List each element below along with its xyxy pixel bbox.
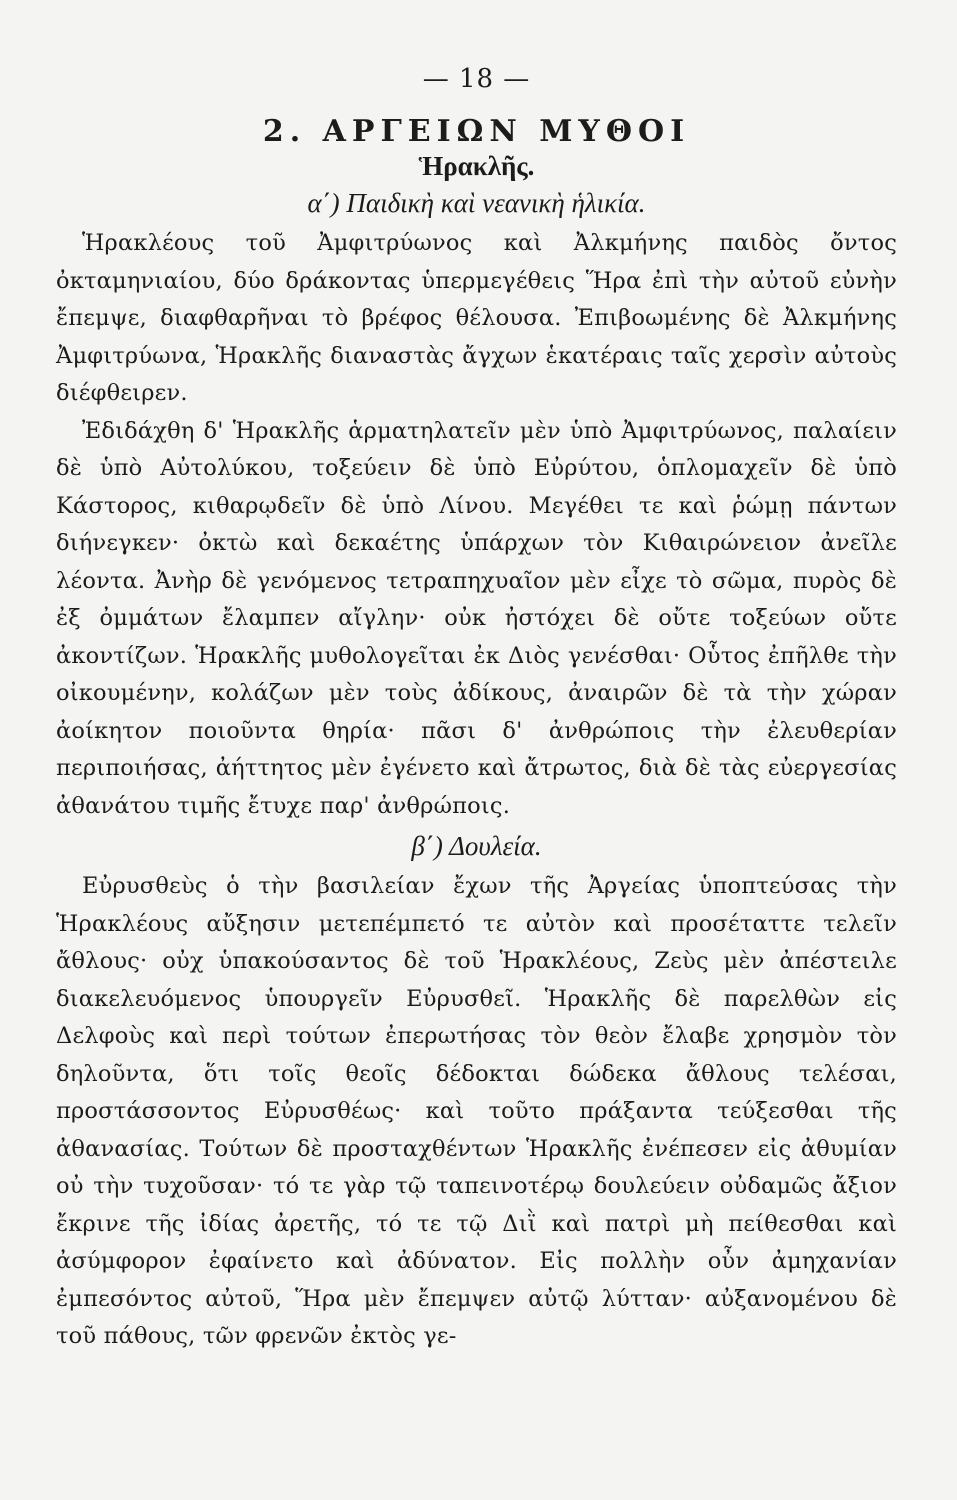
page-number: — 18 — <box>422 64 531 94</box>
chapter-title: Ἡρακλῆς. <box>418 151 535 181</box>
part-b-heading: β΄) Δουλεία. <box>411 831 542 861</box>
part-b-paragraph-1: Εὐρυσθεὺς ὁ τὴν βασιλείαν ἔχων τῆς Ἀργείας ὑποπτεύσας τὴν Ἡρακλέους αὔξησιν μετεπέμπετό τε αὐτὸν καὶ προσέταττε τελεῖν ἄθλους· οὐχ ὑπακούσαντος δὲ τοῦ Ἡρακλέους, Ζεὺς μὲν ἀπέστειλε διακελευόμενος ὑπουργεῖν Εὐρυσθεῖ. Ἡρακλῆς δὲ παρελθὼν εἰς Δελφοὺς καὶ περὶ τούτων ἐπερωτήσας τὸν θεὸν ἔλαβε χρησμὸν τὸν δηλοῦντα, ὅτι τοῖς θεοῖς δέδοκται δώδεκα ἄθλους τελέσαι, προστάσσοντος Εὐρυσθέως· καὶ τοῦτο πράξαντα τεύξεσθαι τῆς ἀθανασίας. Τούτων δὲ προσταχθέντων Ἡρακλῆς ἐνέπεσεν εἰς ἀθυμίαν οὐ τὴν τυχοῦσαν· τό τε γὰρ τῷ ταπεινοτέρῳ δουλεύειν οὐδαμῶς ἄξιον ἔκρινε τῆς ἰδίας ἀρετῆς, τό τε τῷ Διῒ καὶ πατρὶ μὴ πείθεσθαι καὶ ἀσύμφορον ἐφαίνετο καὶ ἀδύνατον. Εἰς πολλὴν οὖν ἀμηχανίαν ἐμπεσόντος αὐτοῦ, Ἥρα μὲν ἔπεμψεν αὐτῷ λύτταν· αὐξανομένου δὲ τοῦ πάθους, τῶν φρενῶν ἐκτὸς γε- <box>56 873 897 1349</box>
section-title: 2. ΑΡΓΕΙΩΝ ΜΥΘΟΙ <box>262 114 691 149</box>
part-a-heading: α΄) Παιδικὴ καὶ νεανικὴ ἡλικία. <box>307 188 646 218</box>
part-a-paragraph-2: Ἐδιδάχθη δ' Ἡρακλῆς ἁρματηλατεῖν μὲν ὑπὸ Ἀμφιτρύωνος, παλαίειν δὲ ὑπὸ Αὐτολύκου, τοξεύειν δὲ ὑπὸ Εὐρύτου, ὁπλομαχεῖν δὲ ὑπὸ Κάστορος, κιθαρῳδεῖν δὲ ὑπὸ Λίνου. Μεγέθει τε καὶ ῥώμῃ πάντων διήνεγκεν· ὀκτὼ καὶ δεκαέτης ὑπάρχων τὸν Κιθαιρώνειον ἀνεῖλε λέοντα. Ἀνὴρ δὲ γενόμενος τετραπηχυαῖον μὲν εἶχε τὸ σῶμα, πυρὸς δὲ ἐξ ὀμμάτων ἔλαμπεν αἴγλην· οὐκ ἠστόχει δὲ οὔτε τοξεύων οὔτε ἀκοντίζων. Ἡρακλῆς μυθολογεῖται ἐκ Διὸς γενέσθαι· Οὗτος ἐπῆλθε τὴν οἰκουμένην, κολάζων μὲν τοὺς ἀδίκους, ἀναιρῶν δὲ τὰ τὴν χώραν ἀοίκητον ποιοῦντα θηρία· πᾶσι δ' ἀνθρώποις τὴν ἐλευθερίαν περιποιήσας, ἀήττητος μὲν ἐγένετο καὶ ἄτρωτος, διὰ δὲ τὰς εὐεργεσίας ἀθανάτου τιμῆς ἔτυχε παρ' ἀνθρώποις. <box>56 417 897 819</box>
part-a-paragraph-1: Ἡρακλέους τοῦ Ἀμφιτρύωνος καὶ Ἀλκμήνης παιδὸς ὄντος ὀκταμηνιαίου, δύο δράκοντας ὑπερμεγέθεις Ἥρα ἐπὶ τὴν αὐτοῦ εὐνὴν ἔπεμψε, διαφθαρῆναι τὸ βρέφος θέλουσα. Ἐπιβοωμένης δὲ Ἀλκμήνης Ἀμφιτρύωνα, Ἡρακλῆς διαναστὰς ἄγχων ἑκατέραις ταῖς χερσὶν αὐτοὺς διέφθειρεν. <box>56 230 897 406</box>
